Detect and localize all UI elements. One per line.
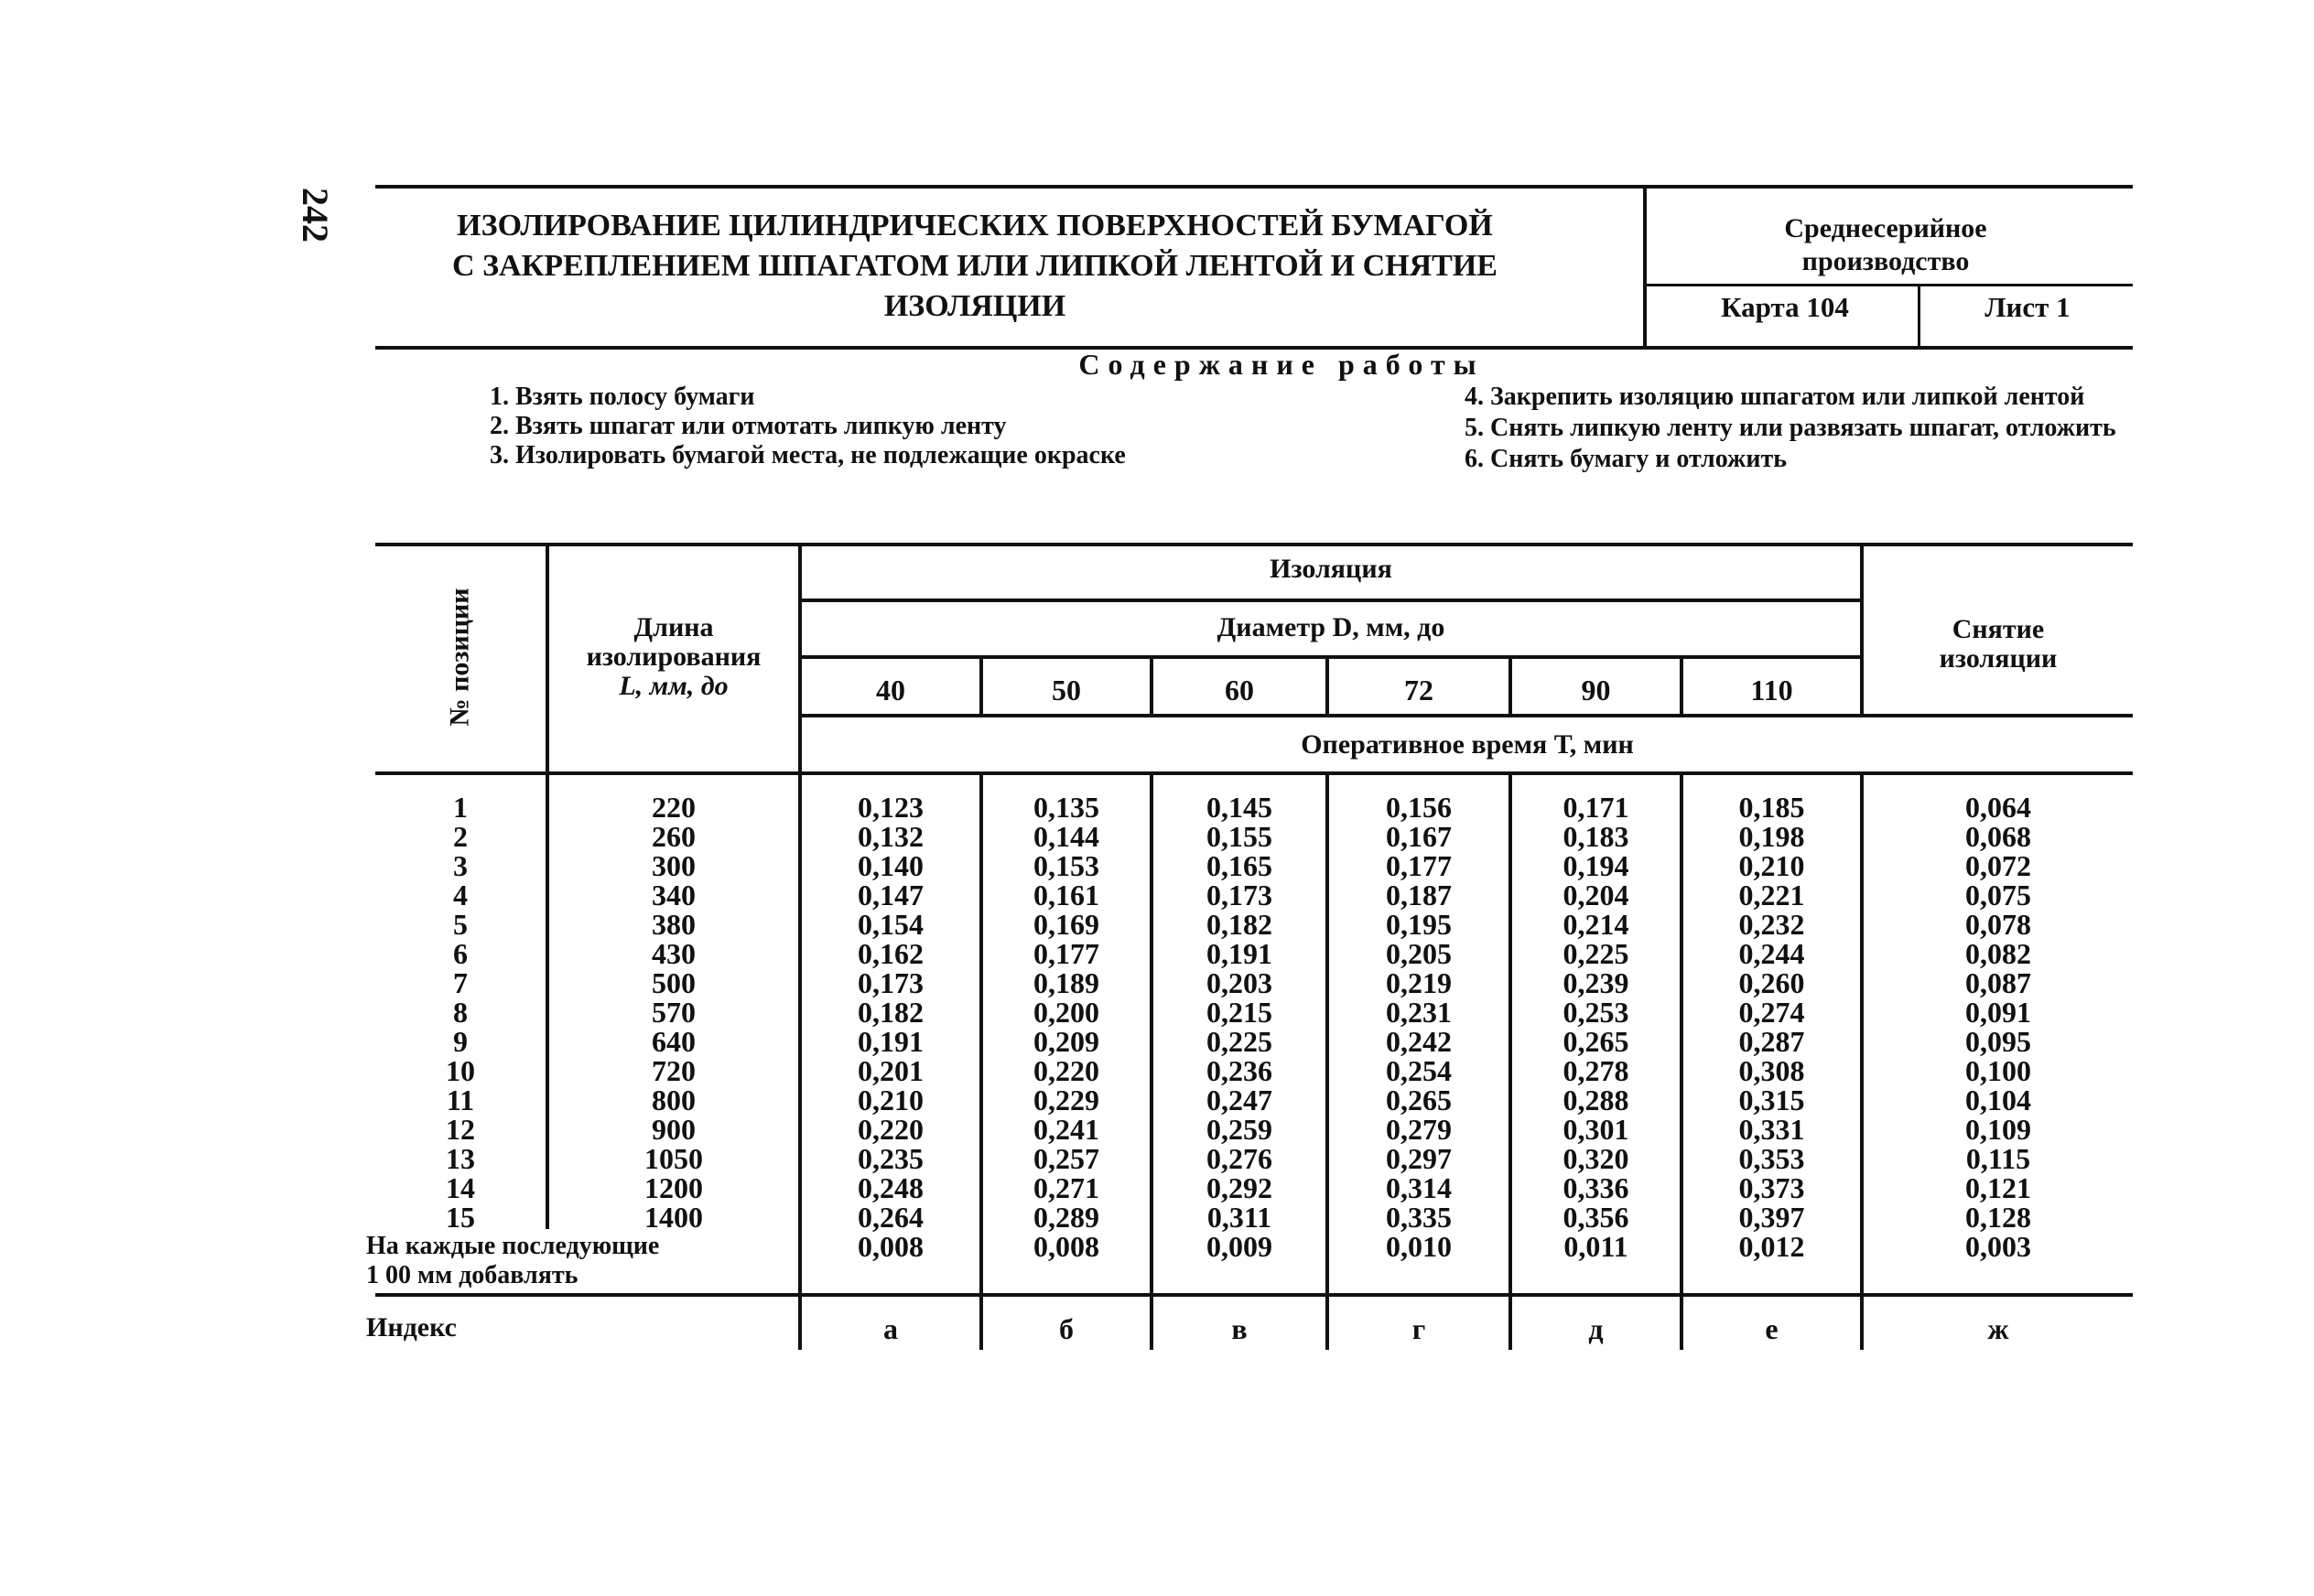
isolation-rule: [801, 598, 1863, 602]
diameter-value: 90: [1581, 674, 1611, 706]
diameter-value: 50: [1052, 674, 1081, 706]
work-steps-left: [490, 383, 1126, 470]
index-value: в: [1231, 1312, 1248, 1345]
table-top-rule: [375, 543, 2133, 546]
work-step: 6. Снять бумагу и отложить: [1465, 445, 1788, 473]
time-column-60: 0,145 0,155 0,165 0,173 0,182 0,191 0,203 0,215 0,225 0,236 0,247 0,259 0,276 0,292 0,311 0,009: [1206, 791, 1272, 1263]
index-value: а: [883, 1312, 898, 1345]
diameter-rule: [801, 655, 1863, 659]
index-rule: [375, 1293, 2133, 1297]
sheet-number: Лист 1: [1984, 291, 2071, 323]
removal-header: [1864, 615, 2133, 674]
position-header: [375, 543, 546, 771]
diameter-value: 72: [1404, 674, 1433, 706]
index-value: б: [1059, 1312, 1074, 1345]
work-step: 3. Изолировать бумагой места, не подлежащие окраске: [490, 441, 1126, 469]
time-column-110: 0,185 0,198 0,210 0,221 0,232 0,244 0,260 0,274 0,287 0,308 0,315 0,331 0,353 0,373 0,397 0,012: [1738, 791, 1805, 1263]
production-line-1: Среднесерийное: [1784, 213, 1987, 243]
diameter-header: Диаметр D, мм, до: [1216, 612, 1445, 642]
header-divider: [1643, 185, 1647, 350]
header-end-rule: [375, 771, 2133, 775]
work-steps-right: [1465, 383, 2137, 474]
removal-header-line-2: изоляции: [1939, 643, 2058, 674]
header-top-rule: [375, 185, 2133, 189]
removal-column: 0,064 0,068 0,072 0,075 0,078 0,082 0,087 0,091 0,095 0,100 0,104 0,109 0,115 0,121 0,128 0,003: [1965, 791, 2031, 1263]
index-value: е: [1765, 1312, 1779, 1345]
index-value: ж: [1987, 1312, 2009, 1345]
work-step: 5. Снять липкую ленту или развязать шпагат, отложить: [1465, 414, 2116, 442]
diameter-value: 110: [1750, 674, 1793, 706]
work-step: 1. Взять полосу бумаги: [490, 383, 755, 411]
time-header: Оперативное время Т, мин: [1301, 729, 1634, 760]
time-column-90: 0,171 0,183 0,194 0,204 0,214 0,225 0,239 0,253 0,265 0,278 0,288 0,301 0,320 0,336 0,356 0,011: [1562, 791, 1629, 1263]
length-header-unit: L, мм, до: [619, 671, 729, 701]
header-mid-rule: [1643, 284, 2133, 286]
removal-header-line-1: Снятие: [1952, 614, 2045, 644]
work-content-title: Содержание работы: [1078, 348, 1485, 381]
time-column-50: 0,135 0,144 0,153 0,161 0,169 0,177 0,189 0,200 0,209 0,220 0,229 0,241 0,257 0,271 0,289 0,008: [1033, 791, 1099, 1263]
diameter-value: 40: [876, 674, 905, 706]
position-header-label: № позиции: [444, 588, 475, 727]
length-header-label: Длина изолирования: [586, 612, 762, 672]
page-number: 242: [295, 188, 336, 243]
footnote-line-1: На каждые последующие: [366, 1232, 660, 1260]
work-step: 2. Взять шпагат или отмотать липкую ленту: [490, 412, 1007, 440]
positions-column: 1 2 3 4 5 6 7 8 9 10 11 12 13 14 15: [446, 791, 475, 1234]
production-line-2: производство: [1801, 246, 1970, 276]
document-title: [430, 206, 1519, 327]
footnote: [366, 1232, 806, 1290]
lengths-column: 220 260 300 340 380 430 500 570 640 720 800 900 1050 1200 1400: [644, 791, 703, 1234]
card-number: Карта 104: [1721, 291, 1849, 323]
production-type: [1648, 212, 2124, 278]
time-column-40: 0,123 0,132 0,140 0,147 0,154 0,162 0,173 0,182 0,191 0,201 0,210 0,220 0,235 0,248 0,264 0,008: [858, 791, 924, 1263]
work-step: 4. Закрепить изоляцию шпагатом или липкой лентой: [1465, 383, 2085, 411]
index-value: д: [1588, 1312, 1604, 1345]
title-line-1: ИЗОЛИРОВАНИЕ ЦИЛИНДРИЧЕСКИХ ПОВЕРХНОСТЕЙ БУМАГОЙ: [457, 209, 1493, 243]
diameter-value: 60: [1225, 674, 1254, 706]
footnote-line-2: 1 00 мм добавлять: [366, 1261, 578, 1289]
index-label: Индекс: [366, 1312, 457, 1343]
time-rule: [801, 714, 2133, 717]
time-column-72: 0,156 0,167 0,177 0,187 0,195 0,205 0,219 0,231 0,242 0,254 0,265 0,279 0,297 0,314 0,335 0,010: [1386, 791, 1452, 1263]
isolation-header: Изоляция: [1270, 554, 1392, 584]
length-header: [549, 613, 798, 701]
title-line-2: С ЗАКРЕПЛЕНИЕМ ШПАГАТОМ ИЛИ ЛИПКОЙ ЛЕНТОЙ И СНЯТИЕ ИЗОЛЯЦИИ: [452, 249, 1498, 323]
index-value: г: [1411, 1312, 1426, 1345]
